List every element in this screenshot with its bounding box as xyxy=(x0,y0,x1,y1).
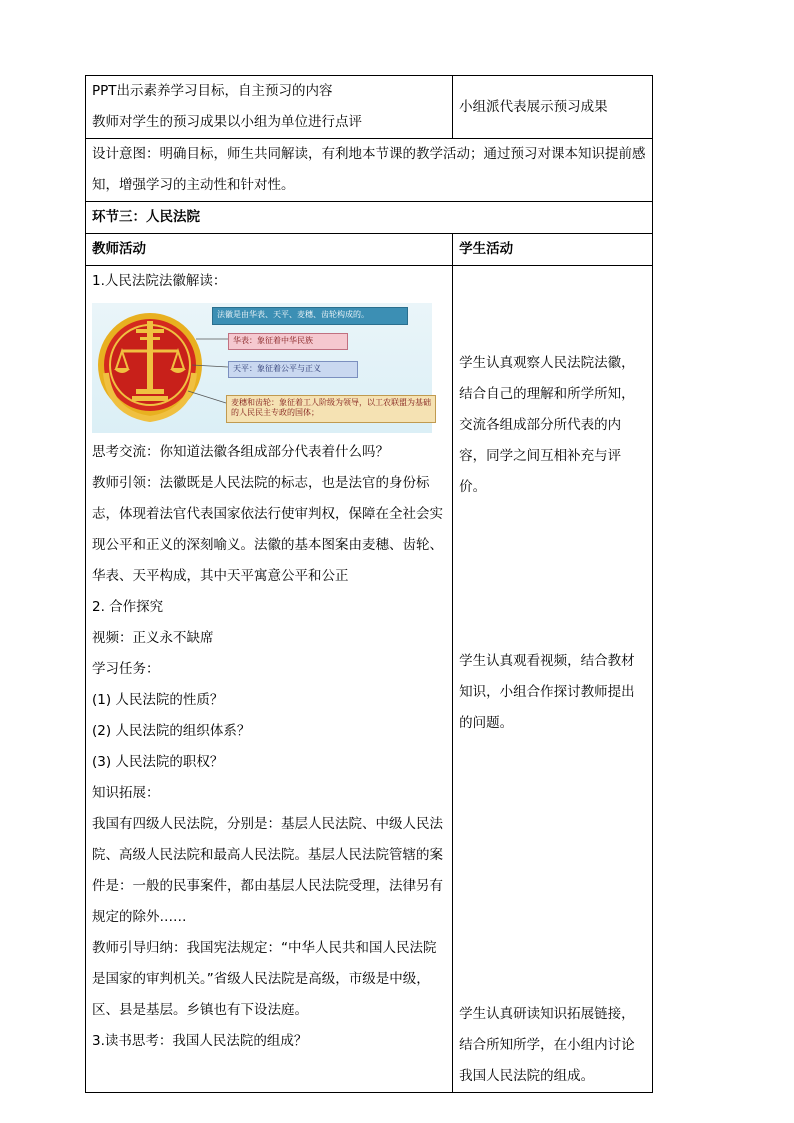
emblem-callout-maisui: 麦穗和齿轮：象征着工人阶级为领导，以工农联盟为基础的人民民主专政的国体； xyxy=(226,395,436,423)
student-activity-header: 学生活动 xyxy=(453,234,653,266)
question-1: (1) 人民法院的性质？ xyxy=(92,692,224,708)
think-question: 思考交流：你知道法徽各组成部分代表着什么吗？ xyxy=(92,444,389,460)
student-spacer-1 xyxy=(459,266,646,348)
emblem-callout-title: 法徽是由华表、天平、麦穗、齿轮构成的。 xyxy=(212,307,408,325)
preview-teacher-cell xyxy=(86,76,453,139)
emblem-callout-tianping: 天平：象征着公平与正义 xyxy=(228,361,358,378)
student-activity-1: 学生认真观察人民法院法徽，结合自己的理解和所学所知，交流各组成部分所代表的内容，同学之间互相补充与评价。 xyxy=(459,355,635,495)
emblem-callout-huabiao: 华表：象征着中华民族 xyxy=(228,333,348,350)
question-2: (2) 人民法院的组织体系？ xyxy=(92,723,251,739)
student-spacer-2 xyxy=(459,503,646,646)
item3-reading: 3.读书思考：我国人民法院的组成？ xyxy=(92,1033,308,1049)
teacher-activity-header: 教师活动 xyxy=(86,234,453,266)
section-title-row xyxy=(86,202,653,234)
column-header-row xyxy=(86,234,653,266)
preview-row xyxy=(86,76,653,139)
lesson-plan-table xyxy=(85,75,653,1093)
student-activity-2: 学生认真观看视频，结合教材知识，小组合作探讨教师提出的问题。 xyxy=(459,653,635,731)
preview-line-1: PPT出示素养学习目标，自主预习的内容 xyxy=(92,83,333,99)
item1-title: 1.人民法院法徽解读： xyxy=(92,273,227,289)
teacher-guide-1: 教师引领：法徽既是人民法院的标志，也是法官的身份标志，体现着法官代表国家依法行使审判权，保障在全社会实现公平和正义的深刻喻义。法徽的基本图案由麦穗、齿轮、华表、天平构成，其中天平寓意公平和公正 xyxy=(92,475,443,584)
design-intent-text: 设计意图：明确目标，师生共同解读，有利地本节课的教学活动；通过预习对课本知识提前感知，增强学习的主动性和针对性。 xyxy=(86,139,653,202)
video-title: 视频：正义永不缺席 xyxy=(92,630,214,646)
student-activity-cell xyxy=(453,266,653,1093)
expand-title: 知识拓展： xyxy=(92,785,160,801)
activity-row xyxy=(86,266,653,1093)
court-emblem-figure xyxy=(92,303,432,433)
student-activity-3: 学生认真研读知识拓展链接，结合所知所学，在小组内讨论我国人民法院的组成。 xyxy=(459,1006,635,1084)
student-spacer-3 xyxy=(459,739,646,999)
knowledge-expand: 我国有四级人民法院，分别是：基层人民法院、中级人民法院、高级人民法院和最高人民法院。基层人民法院管辖的案件是：一般的民事案件，都由基层人民法院受理，法律另有规定的除外…… xyxy=(92,816,443,925)
learning-task: 学习任务： xyxy=(92,661,160,677)
question-3: (3) 人民法院的职权？ xyxy=(92,754,224,770)
teacher-guide-2: 教师引导归纳：我国宪法规定：“中华人民共和国人民法院是国家的审判机关。”省级人民法院是高级，市级是中级，区、县是基层。乡镇也有下设法庭。 xyxy=(92,940,437,1018)
item2-title: 2. 合作探究 xyxy=(92,599,164,615)
design-intent-row xyxy=(86,139,653,202)
preview-line-2: 教师对学生的预习成果以小组为单位进行点评 xyxy=(92,114,362,130)
section-title: 环节三：人民法院 xyxy=(86,202,653,234)
preview-student-cell: 小组派代表展示预习成果 xyxy=(453,76,653,139)
teacher-activity-cell xyxy=(86,266,453,1093)
